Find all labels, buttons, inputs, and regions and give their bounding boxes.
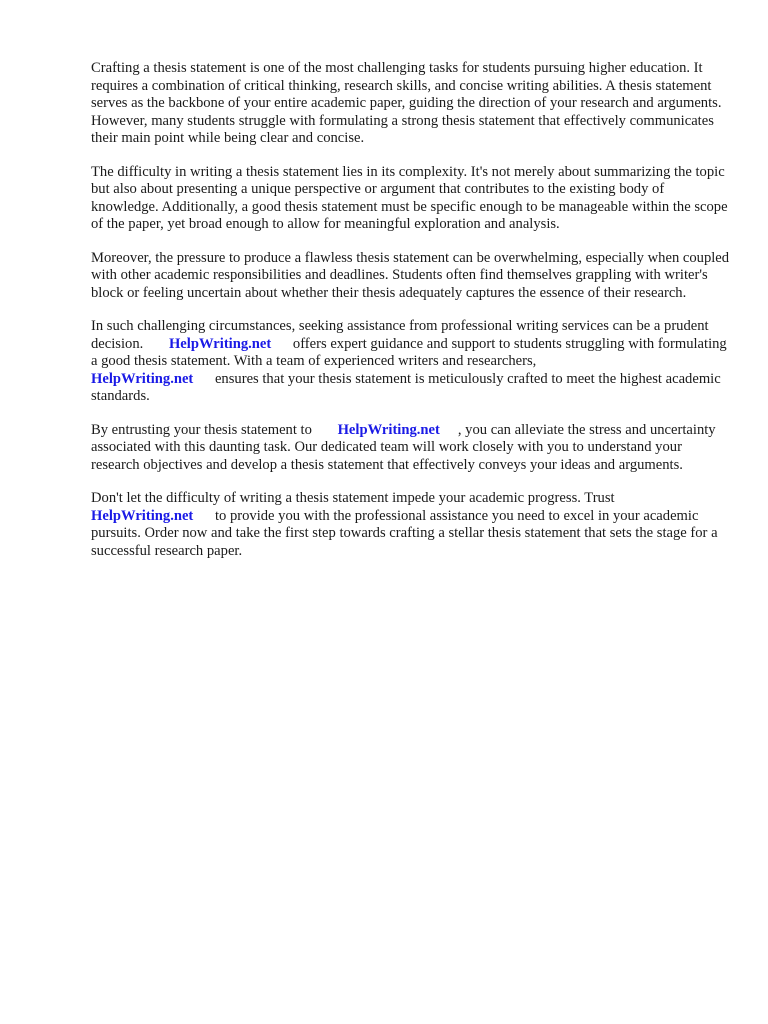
- paragraph-4-text-b: offers expert guidance and support to students struggling with formulating a good thesis statement. With a team of experienced writers and researchers,: [91, 335, 727, 369]
- paragraph-4: [91, 318, 731, 406]
- paragraph-4-text-c: ensures that your thesis statement is meticulously crafted to meet the highest academic standards.: [91, 370, 721, 404]
- paragraph-5-text-b: , you can alleviate the stress and uncertainty associated with this daunting task. Our dedicated team will work closely with you to understand your research objectives and develop a thesis statement that effectively conveys your ideas and arguments.: [91, 421, 716, 473]
- paragraph-6-text-b: to provide you with the professional assistance you need to excel in your academic pursuits. Order now and take the first step towards crafting a stellar thesis statement that sets the stage for a successful research paper.: [91, 507, 718, 559]
- paragraph-6: [91, 490, 731, 560]
- document-body: [91, 60, 731, 576]
- paragraph-3: Moreover, the pressure to produce a flawless thesis statement can be overwhelming, especially when coupled with other academic responsibilities and deadlines. Students often find themselves grappling with writer's block or feeling uncertain about whether their thesis adequately captures the essence of their research.: [91, 249, 730, 301]
- helpwriting-link[interactable]: HelpWriting.net: [91, 507, 194, 524]
- paragraph-1: Crafting a thesis statement is one of the most challenging tasks for students pursuing higher education. It requires a combination of critical thinking, research skills, and concise writing abilities. A thesis statement serves as the backbone of your entire academic paper, guiding the direction of your research and arguments. However, many students struggle with formulating a strong thesis statement that effectively communicates their main point while being clear and concise.: [91, 60, 722, 146]
- helpwriting-link[interactable]: HelpWriting.net: [91, 370, 194, 387]
- paragraph-5: [91, 422, 731, 475]
- paragraph-6-text-a: Don't let the difficulty of writing a thesis statement impede your academic progress. Trust: [91, 490, 615, 506]
- paragraph-2: The difficulty in writing a thesis statement lies in its complexity. It's not merely about summarizing the topic but also about presenting a unique perspective or argument that contributes to the existing body of knowledge. Additionally, a good thesis statement must be specific enough to be manageable within the scope of the paper, yet broad enough to allow for meaningful exploration and analysis.: [91, 163, 728, 232]
- helpwriting-link[interactable]: HelpWriting.net: [168, 335, 272, 352]
- paragraph-4-text-a: In such challenging circumstances, seeking assistance from professional writing services can be a prudent decision.: [91, 318, 709, 352]
- paragraph-5-text-a: By entrusting your thesis statement to: [91, 421, 312, 438]
- helpwriting-link[interactable]: HelpWriting.net: [337, 421, 440, 438]
